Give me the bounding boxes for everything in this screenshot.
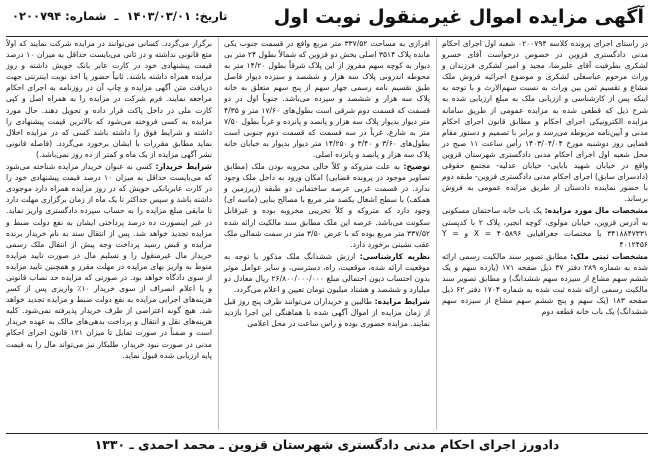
- text-columns: [6, 38, 648, 430]
- registry-spec-paragraph: [442, 251, 648, 318]
- expert-opinion-text: ارزش ششدانگ ملک مذکور با توجه به موقعیت ارائه شده، موقعیت، راه، دسترسی، و سایر عوامل موثر بدون احتساب دیون احتمالی مبلغ ۲۶/۸۰۰/۰۰۰/۰۰۰ ریال معادل دو میلیارد و ششصد و هشتاد میلیون تومان تعیین و اعلام می‌گردد.: [224, 251, 430, 295]
- description-label: توضیح:: [403, 162, 430, 172]
- buyer-terms-paragraph: [6, 161, 212, 361]
- date-label: تاریخ: ۱۴۰۳/۰۳/۰۱: [126, 9, 228, 23]
- column-right: [436, 38, 648, 430]
- expert-opinion-label: نظریه کارشناسی:: [359, 251, 430, 261]
- description-text: به علت متروکه و کلاً خالی مخروبه بودن ملک (مطابق تصاویر موجود در پرونده قضایی) امکان ورود به داخل ملک وجود ندارد. در قسمت غربی عرصه ساختمانی دو طبقه (زیرزمین و همکف) با سطح اشغال یکصد متر مربع با مصالح بنایی (ماسه ای) وجود دارد که متروکه و کلاً تخریبی مخروبه بوده و غیرقابل سکونت می‌باشد. عرصه این ملک مطابق سند مالکیت ارائه شده ۳۳۷/۵۲ متر مربع بوده که با عرض ۳/۵۰ متر در سمت شمالی ملک عقب نشینی برخورد دارد.: [224, 162, 430, 249]
- boundaries-paragraph: افرازی به مساحت ۳۳۷/۵۲ متر مربع واقع در قسمت جنوب یکی مانده پلاک ۳۵۱۴ اصلی بخش دو قزوین که شمالاً بطول ۲۴ متر بی دیوار به کوچه سهم مفروز از این پلاک شرقاً بطول ۱۴/۲۰ متر به محوطه اندرونی پلاک سه هزار و ششصد و سیزده دیوار فاصل طبق تقسیم نامه رسمی جهار سهم از پنج سهم متعلق به خانه پلاک سه هزار و ششصد و سیزده می‌باشد. جنوباً اول در دو قسمت که قسمت دوم شرقی است بطول‌های ۱۷/۶۰ متر و ۴/۳۵ متر دیوار بدیوار پلاک سه هزار و پانصد و پانزده و غرباً بطول ۷/۵۰ متر به شارع، غرباً در سه قسمت که قسمت دوم جنوبی است بطول‌های ۳/۶۰ و ۳/۴۰ و ۱۴/۲۵۰ متر دیوار بدیوار به خیابان خانه پلاک سه هزار و پانصد و پانزده اصلی.: [224, 39, 430, 159]
- expert-opinion-paragraph: [224, 251, 430, 295]
- registry-spec-label: مشخصات ثبتی ملک:: [570, 251, 648, 261]
- notice-title: آگهی مزایده اموال غیرمنقول نوبت اول: [273, 6, 644, 28]
- number-label: شماره: ۰۲۰۰۷۹۴: [12, 9, 107, 23]
- column-middle: [218, 38, 430, 430]
- column-left: [6, 38, 212, 430]
- buyer-terms-text: کسی به عنوان خریدار مزایده شناخته می‌شود که می‌بایست حداقل به میزان ۱۰ درصد قیمت پیشنهادی خود را در کارت عابربانکی خویش که در روز مزایده همراه دارد موجودی داشته باشد و سپس حداکثر تا یک ماه از زمان برگزاری مهلت دارد تا مابقی مبلغ مزایده را به حساب سپرده دادگستری واریز نماید. در غیر اینصورت ده درصد پرداختی ایشان به نفع دولت ضبط و مزایده تجدید خواهد شد. پس از انتقال سند به نام خریدار برنده مزایده و قبض رسید پرداخت وجه پیش از انتقال ملک رسمی خریدار مال غیرمنقول را و تسلیم مال در صورت تایید مزایده متوط به واریز بهای مزایده در مهلت مقرر و همچنین تایید مزایده از سوی دادگاه خواهد بود. در صورتی که مزایده حد نصاب قانونی و یا اعلام انصراف از سوی خریدار ۱۰٪ واریزی پس از کسر هزینه‌های اجرایی مزایده به نفع دولت ضبط و مزایده تجدید خواهد شد. هیچ گونه اعتراضی از طرف خریدار پذیرفته نمی‌شود. کلیه هزینه‌های نقل و انتقال و پرداخت بدهی‌های مالک به عهده خریدار است و ضمناً در صورت تمایل تا میزان ۱۲۱ قانون اجرای احکام مدنی در صورت نبود خریدار، طلبکار نیز می‌تواند مال را به قیمت پایه ارزیابی شده قبول نماید.: [6, 162, 212, 360]
- property-spec-text: یک باب خانه ساختمان مسکونی به آدرس قزوین، خیابان مولوی، کوچه انجیر، پلاک ۲ با کدپستی ۳۴۱۸۸۴۷۳۳۱ با مختصات جغرافیایی X = ۴۰۵۸۹۶ و Y = ۴۰۱۲۴۵۶: [442, 206, 648, 249]
- auction-terms-label: شرایط مزایده:: [374, 297, 430, 307]
- date-number-line: [8, 9, 228, 23]
- intro-paragraph: در راستای اجرای پرونده کلاسه ۰۲۰۰۷۹۴ شعبه اول اجرای احکام مدنی دادگستری قزوین در خصوص درخواست آقای خسرو لشکری بطرفیت آقای علیرضا، مجید و امیر لشکری فرزندان و وراث مرحوم عباسعلی لشکری و موضوع اجرائیه فروش ملک مشاع و تقسیم ثمن بین وراث به نسبت سهم‌الارث و با توجه به اینکه پس از کارشناسی و ارزیابی ملک به مبلغ ارزیابی شده به شرح ذیل که قطعی شده به مزایده عمومی از طریق سامانه مزایده الکترونیکی اجرای احکام و مطابق قانون اجرای احکام مدنی و آیین‌نامه مربوطه می‌رسد و برابر با تصمیم و دستور مقام قضایی روز دوشنبه مورخ ۱۴۰۳/۰۴/۰۴ رأس ساعت ۱۱ صبح در محل شعبه اول اجرای احکام مدنی دادگستری شهرستان قزوین واقع در خیابان شهید بابایی- خیابان عدلیه- مجتمع حقوقی (دادسرای سابق) اجرای احکام مدنی دادگستری قزوین- طبقه دوم با حضور نماینده دادستان از طریق مزایده عمومی به فروش برساند.: [442, 39, 648, 204]
- buyer-terms-label: شرایط خریدار:: [155, 162, 212, 172]
- property-spec-label: مشخصات مال مورد مزایده:: [544, 206, 648, 216]
- auction-terms-paragraph: [224, 296, 430, 329]
- description-paragraph: [224, 161, 430, 250]
- property-spec-paragraph: [442, 205, 648, 249]
- separator: ـ: [114, 9, 119, 23]
- notice-header: [6, 4, 648, 37]
- registry-spec-text: مطابق تصویر سند مالکیت رسمی ارائه شده به شماره ۲۸۹ دفتر ۳۷ ذیل صفحه ۱۷۱ (یازده سهم و یک ششم سهم مشاع از سیزده سهم ششدانگ) و مطابق تصویر سند مالکیت رسمی ارائه شده ثبت شده به شماره ۱۷۰۴ دفتر ۶۲ ذیل صفحه ۱۸۳ (یک سهم و پنج ششم سهم مشاع از سیزده سهم ششدانگ) یک باب خانه قطعه دوم: [442, 251, 648, 317]
- participation-paragraph: برگزار می‌گردد. کسانی می‌توانند در مزایده شرکت نمایند که اولاً متع قانونی نداشته و در ثانی می‌بایست حداقل به میزان ۱۰ درصد قیمت پیشنهادی خود در کارت عابر بانک خویش داشته و روز مزایده همراه داشته باشند. ثانیاً حضور یا اخذ نوبت اینترنتی جهت دریافت متن آگهی مزایده و چاپ آن در روزنامه به اجرای احکام مراجعه نمایند. فرم شرکت در مزایده را به همراه اصل و کپی کارت ملی در داخل پاکت قرار داده و تحویل دهند. حال مورد مزایده به کسی فروخته می‌شود که بالاترین قیمت پیشنهادی را داشته و شرایط فوق را داشته باشد کسی که در مزایده اخلال نماید مطابق مقررات با ایشان برخورد می‌گردد. (فاصله قانونی نشر آگهی مزایده از یک ماه و کمتر از ده روز نمی‌باشد.): [6, 39, 212, 159]
- signature-footer: دادورز اجرای احکام مدنی دادگستری شهرستان قزوین ـ محمد احمدی ـ ۱۳۳۰: [6, 433, 648, 456]
- auction-terms-text: طالبین و خریداران می‌توانند ظرف پنج روز قبل از زمان مزایده از اموال آگهی شده با هماهنگی این اجرا بازدید نمایند. مزایده حضوری بوده و راس ساعت در محل اعلامی: [224, 297, 430, 329]
